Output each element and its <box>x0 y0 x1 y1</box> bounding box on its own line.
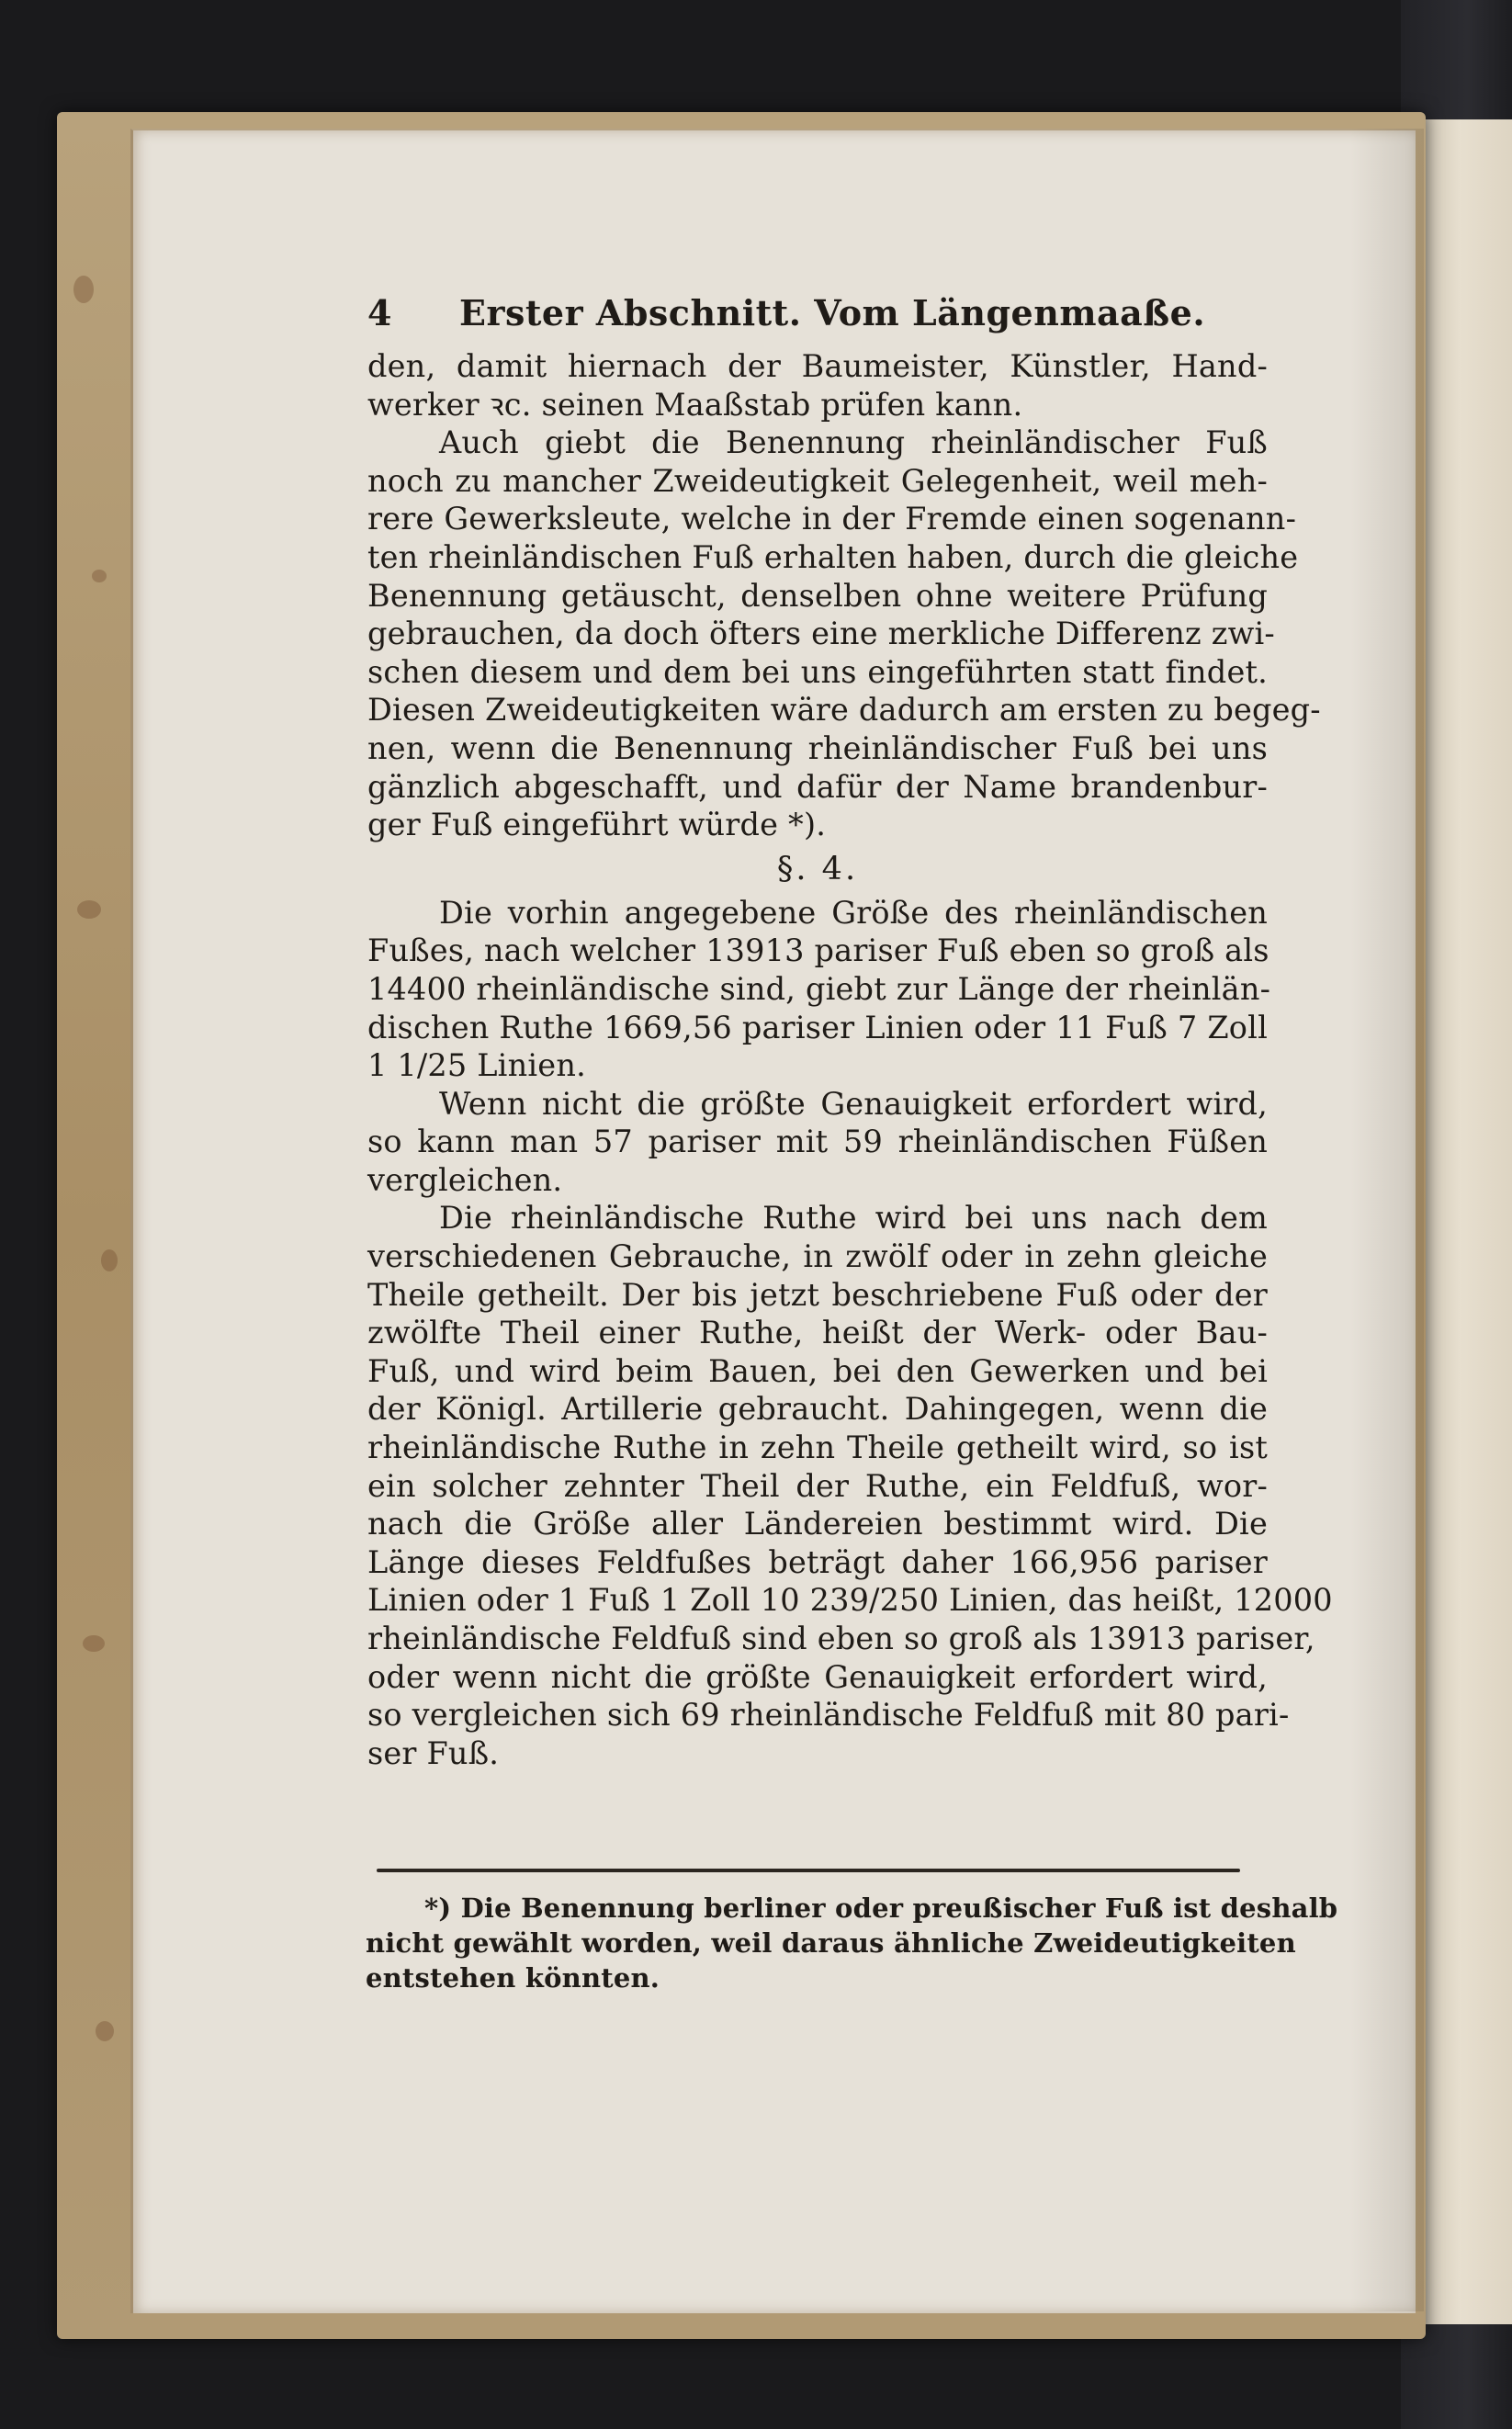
text-line: rere Gewerksleute, welche in der Fremde einen sogenann- <box>367 501 1297 537</box>
text-line: oder wenn nicht die größte Genauigkeit erfordert wird, <box>367 1658 1268 1695</box>
text-line: dischen Ruthe 1669,56 pariser Linien oder 11 Fuß 7 Zoll <box>367 1009 1268 1045</box>
text-line: ger Fuß eingeführt würde *). <box>367 807 827 843</box>
text-line: rheinländische Ruthe in zehn Theile getheilt wird, so ist <box>367 1429 1268 1466</box>
gutter-shadow <box>1350 129 1424 2311</box>
text-line: den, damit hiernach der Baumeister, Künstler, Hand- <box>367 348 1268 384</box>
stain <box>101 1249 118 1271</box>
text-line: Auch giebt die Benennung rheinländischer Fuß <box>439 424 1268 461</box>
main-text <box>367 292 1333 1772</box>
footnote-line: *) Die Benennung berliner oder preußischer Fuß ist deshalb <box>424 1892 1338 1924</box>
stain <box>73 276 94 303</box>
text-line: Die vorhin angegebene Größe des rheinländischen <box>439 894 1268 931</box>
text-line: so kann man 57 pariser mit 59 rheinländischen Füßen <box>367 1124 1268 1160</box>
text-line: werker ꝛc. seinen Maaßstab prüfen kann. <box>367 386 1023 423</box>
text-line: so vergleichen sich 69 rheinländische Feldfuß mit 80 pari- <box>367 1697 1290 1734</box>
page-number: 4 <box>367 292 392 333</box>
footnote <box>366 1891 1338 1995</box>
footnote-rule <box>377 1869 1240 1872</box>
text-line: ein solcher zehnter Theil der Ruthe, ein Feldfuß, wor- <box>367 1467 1268 1504</box>
footnote-line: entstehen könnten. <box>366 1962 660 1994</box>
text-line: ten rheinländischen Fuß erhalten haben, durch die gleiche <box>367 538 1299 575</box>
text-line: gänzlich abgeschafft, und dafür der Name brandenbur- <box>367 768 1268 805</box>
text-line: schen diesem und dem bei uns eingeführten statt findet. <box>367 653 1268 690</box>
text-line: Länge dieses Feldfußes beträgt daher 166,956 pariser <box>367 1543 1268 1580</box>
stain <box>77 900 101 919</box>
text-line: Wenn nicht die größte Genauigkeit erfordert wird, <box>439 1085 1268 1122</box>
text-line: noch zu mancher Zweideutigkeit Gelegenheit, weil meh- <box>367 462 1268 499</box>
text-line: ser Fuß. <box>367 1734 500 1771</box>
text-line: verschiedenen Gebrauche, in zwölf oder in zehn gleiche <box>367 1238 1268 1275</box>
text-line: Fuß, und wird beim Bauen, bei den Gewerken und bei <box>367 1352 1268 1389</box>
running-head <box>367 292 1268 347</box>
stain <box>83 1635 105 1652</box>
text-line: Linien oder 1 Fuß 1 Zoll 10 239/250 Linien, das heißt, 12000 <box>367 1582 1333 1619</box>
stain <box>96 2021 114 2041</box>
footnote-line: nicht gewählt worden, weil daraus ähnliche Zweideutigkeiten <box>366 1927 1296 1959</box>
text-line: gebrauchen, da doch öfters eine merkliche Differenz zwi- <box>367 616 1275 652</box>
text-line: Diesen Zweideutigkeiten wäre dadurch am ersten zu begeg- <box>367 692 1321 729</box>
running-title: Erster Abschnitt. Vom Längenmaaße. <box>459 292 1206 333</box>
text-line: vergleichen. <box>367 1161 563 1198</box>
text-line: 14400 rheinländische sind, giebt zur Länge der rheinlän- <box>367 970 1271 1007</box>
text-line: nach die Größe aller Ländereien bestimmt wird. Die <box>367 1506 1268 1542</box>
text-line: 1 1/25 Linien. <box>367 1047 586 1084</box>
text-line: Theile getheilt. Der bis jetzt beschriebene Fuß oder der <box>367 1276 1268 1313</box>
text-line: nen, wenn die Benennung rheinländischer Fuß bei uns <box>367 729 1268 766</box>
text-line: der Königl. Artillerie gebraucht. Dahingegen, wenn die <box>367 1391 1268 1428</box>
facing-page-edge <box>1422 119 1512 2324</box>
stain <box>92 570 107 582</box>
text-line: rheinländische Feldfuß sind eben so groß als 13913 pariser, <box>367 1621 1315 1656</box>
text-line: Benennung getäuscht, denselben ohne weitere Prüfung <box>367 577 1268 614</box>
text-line: Die rheinländische Ruthe wird bei uns nach dem <box>439 1200 1268 1237</box>
text-line: Fußes, nach welcher 13913 pariser Fuß eben so groß als <box>367 932 1269 969</box>
section-heading: §. 4. <box>776 850 859 887</box>
text-line: zwölfte Theil einer Ruthe, heißt der Werk- oder Bau- <box>367 1315 1268 1351</box>
